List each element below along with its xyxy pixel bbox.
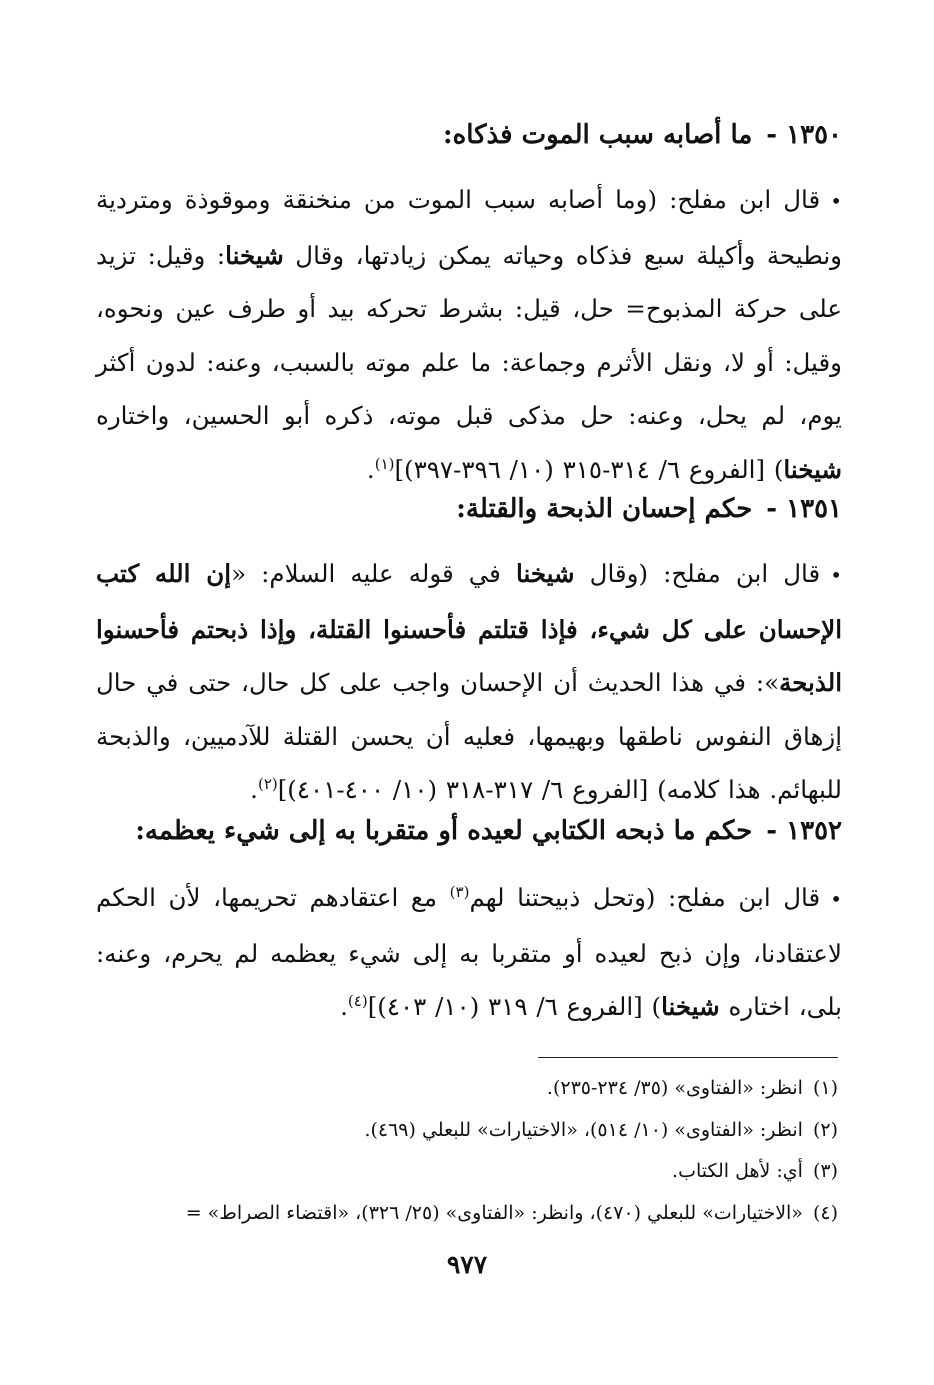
footnote-text: انظر: «الفتاوى» (٣٥/ ٢٣٤-٢٣٥).	[546, 1077, 803, 1099]
body-text: في قوله عليه السلام: «	[231, 559, 516, 588]
footnote	[96, 1068, 838, 1110]
footnote-ref: (٣)	[449, 882, 470, 901]
section-number: ١٣٥١ -	[766, 494, 842, 524]
page-number: ٩٧٧	[446, 1250, 488, 1279]
section-heading	[96, 812, 842, 850]
footnote-text: انظر: «الفتاوى» (١٠/ ٥١٤)، «الاختيارات» للبعلي (٤٦٩).	[364, 1118, 803, 1141]
footnote-number: (١)	[812, 1077, 838, 1099]
footnotes	[96, 1068, 838, 1234]
body-text: ) [الفروع ٦/ ٣١٤-٣١٥ (١٠/ ٣٩٦-٣٩٧)]	[394, 454, 784, 484]
body-text: .	[340, 992, 348, 1021]
bold-text: إن الله كتب الإحسان على كل شيء، فإذا قتلتم فأحسنوا القتلة، وإذا ذبحتم فأحسنوا الذبحة	[96, 559, 842, 697]
section-title: ما أصابه سبب الموت فذكاه:	[443, 120, 753, 150]
bullet-icon: •	[830, 563, 843, 587]
footnote-text: أي: لأهل الكتاب.	[672, 1160, 803, 1182]
section-1350	[96, 116, 842, 154]
section-heading	[96, 490, 842, 528]
bold-text: شيخنا	[515, 559, 575, 588]
bullet-icon: •	[830, 189, 842, 213]
body-text: .	[250, 775, 258, 804]
footnote-divider	[538, 1057, 838, 1058]
footnote-number: (٤)	[812, 1201, 838, 1224]
footnote	[96, 1110, 838, 1152]
body-text: قال ابن مفلح: (وقال	[574, 559, 821, 588]
section-body	[96, 871, 842, 1034]
body-text: ) [الفروع ٦/ ٣١٩ (١٠/ ٤٠٣)]	[367, 992, 662, 1021]
footnote-text: «الاختيارات» للبعلي (٤٧٠)، وانظر: «الفتاوى» (٢٥/ ٣٢٦)، «اقتضاء الصراط» =	[185, 1201, 803, 1224]
section-number: ١٣٥٠ -	[766, 120, 842, 150]
body-text: مع اعتقادهم تحريمها، لأن الحكم لاعتقادنا، وإن ذبح لعيده أو متقربا به إلى شيء يعظمه لم يحرم، وعنه: بلى، اختاره	[96, 883, 842, 1021]
footnote-number: (٢)	[812, 1118, 838, 1141]
body-text: »: في هذا الحديث أن الإحسان واجب على كل حال، حتى في حال إزهاق النفوس ناطقها وبهيمها، فعليه أن يحسن القتلة للآدميين، والذبحة للبهائم. هذا كلامه) [الفروع ٦/ ٣١٧-٣١٨ (١٠/ ٤٠٠-٤٠١)]	[96, 668, 842, 804]
section-body	[96, 547, 842, 817]
footnote-ref: (٢)	[257, 774, 278, 793]
section-heading	[96, 116, 842, 154]
bold-text: شيخنا	[225, 240, 284, 270]
section-title: حكم ما ذبحه الكتابي لعيده أو متقربا به إلى شيء يعظمه:	[135, 816, 753, 846]
body-text: قال ابن مفلح: (وتحل ذبيحتنا لهم	[469, 883, 821, 912]
footnote-ref: (٤)	[347, 991, 368, 1010]
bold-text: شيخنا	[661, 992, 720, 1021]
body-text: .	[366, 454, 375, 484]
body-text: قال ابن مفلح: (وما أصابه سبب الموت من منخنقة وموقوذة ومتردية ونطيحة وأكيلة سبع فذكاه وحياته يمكن زيادتها، وقال	[96, 185, 843, 270]
section-body	[96, 173, 842, 496]
body-text: : وقيل: تزيد على حركة المذبوح= حل، قيل: بشرط تحركه بيد أو طرف عين ونحوه، وقيل: أو لا، ونقل الأثرم وجماعة: ما علم موته بالسبب، وعنه: لدون أكثر يوم، لم يحل، وعنه: حل مذكى قبل موته، ذكره أبو الحسين، واختاره	[96, 240, 842, 430]
bold-text: شيخنا	[783, 454, 842, 484]
section-1352	[96, 812, 842, 850]
bullet-icon: •	[830, 887, 842, 911]
section-1351	[96, 490, 842, 528]
footnote-ref: (١)	[374, 454, 395, 473]
footnote	[96, 1193, 838, 1235]
section-number: ١٣٥٢ -	[766, 816, 842, 846]
section-title: حكم إحسان الذبحة والقتلة:	[456, 494, 753, 524]
footnote	[96, 1151, 838, 1193]
footnote-number: (٣)	[812, 1160, 838, 1182]
